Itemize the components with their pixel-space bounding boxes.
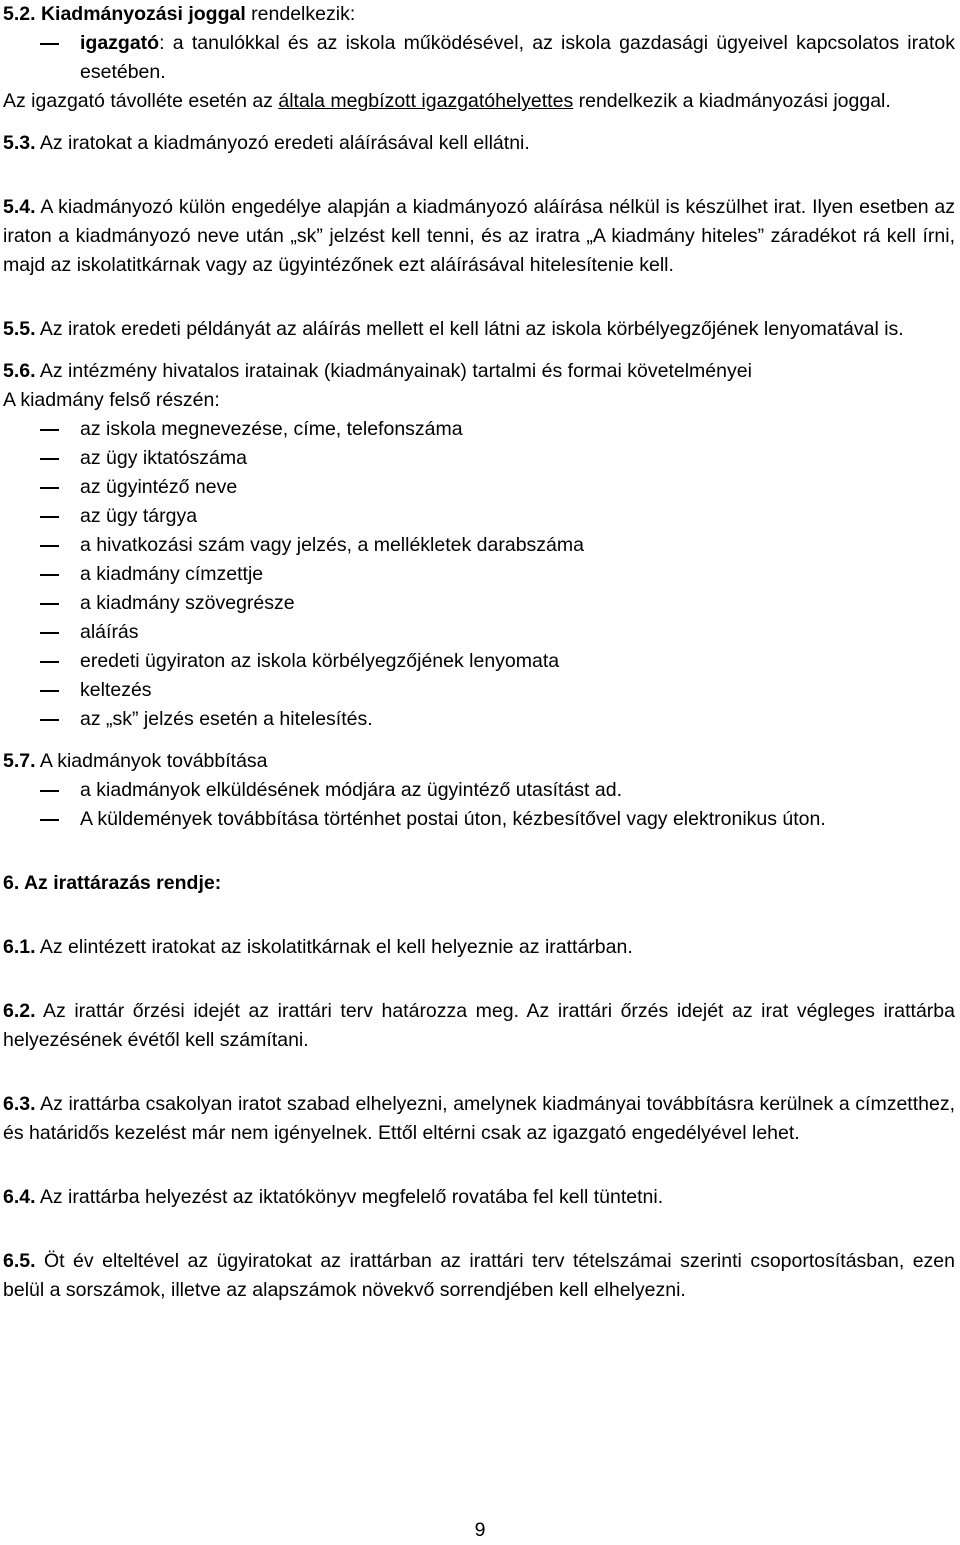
dash-bullet-icon — [40, 574, 59, 576]
section-6-3 — [3, 1090, 955, 1148]
list-item — [3, 560, 955, 589]
list-item-text: : a tanulókkal és az iskola működésével, az iskola gazdasági ügyeivel kapcsolatos iratok esetében. — [80, 32, 955, 83]
section-6-5 — [3, 1247, 955, 1305]
section-6-4 — [3, 1183, 955, 1212]
section-number: 5.5. — [3, 318, 36, 340]
list-item — [3, 589, 955, 618]
chapter-6-heading — [3, 869, 955, 898]
list-item-text: a kiadmány címzettje — [80, 563, 264, 585]
section-text: Az irattárba csakolyan iratot szabad elhelyezni, amelynek kiadmányai továbbításra kerülnek a címzetthez, és határidős kezelést már nem igényelnek. Ettől eltérni csak az igazgató engedélyével lehet. — [3, 1093, 955, 1144]
section-text: Öt év elteltével az ügyiratokat az irattárban az irattári terv tételszámai szerinti csoportosításban, ezen belül a sorszámok, illetve az alapszámok növekvő sorrendjében kell elhelyezni. — [3, 1250, 955, 1301]
section-text: A kiadmányozó külön engedélye alapján a kiadmányozó aláírása nélkül is készülhet irat. Ilyen esetben az iraton a kiadmányozó neve után „sk” jelzést kell tenni, és az iratra „A kiadmány hiteles” záradékot rá kell írni, majd az iskolatitkárnak vagy az ügyintézőnek ezt aláírásával hitelesítenie kell. — [3, 196, 955, 276]
dash-bullet-icon — [40, 661, 59, 663]
list-item — [3, 415, 955, 444]
requirements-list — [3, 415, 955, 734]
paragraph — [3, 87, 955, 116]
section-number: 6.5. — [3, 1250, 36, 1272]
list-item-bold: igazgató — [80, 32, 160, 54]
section-number: 6.3. — [3, 1093, 36, 1115]
underlined-text: általa megbízott igazgatóhelyettes — [278, 90, 574, 112]
section-number: 5.4. — [3, 196, 36, 218]
section-number: 6.1. — [3, 936, 36, 958]
list-item-text: aláírás — [80, 621, 139, 643]
section-intro: A kiadmány felső részén: — [3, 389, 220, 411]
dash-bullet-icon — [40, 819, 59, 821]
section-text: Az iratok eredeti példányát az aláírás mellett el kell látni az iskola körbélyegzőjének lenyomatával is. — [35, 318, 904, 340]
section-title: Kiadmányozási joggal — [40, 3, 246, 25]
section-number: 5.3. — [3, 132, 36, 154]
dash-bullet-icon — [40, 545, 59, 547]
dash-bullet-icon — [40, 719, 59, 721]
section-5-3 — [3, 129, 955, 158]
list-item-text: az iskola megnevezése, címe, telefonszáma — [80, 418, 463, 440]
list-item-text: A küldemények továbbítása történhet postai úton, kézbesítővel vagy elektronikus úton. — [80, 808, 826, 830]
dash-bullet-icon — [40, 790, 59, 792]
section-text: Az iratokat a kiadmányozó eredeti aláírásával kell ellátni. — [35, 132, 530, 154]
list-item — [3, 473, 955, 502]
list-item-text: a hivatkozási szám vagy jelzés, a mellékletek darabszáma — [80, 534, 584, 556]
section-text: Az intézmény hivatalos iratainak (kiadmányainak) tartalmi és formai követelményei — [35, 360, 752, 382]
forwarding-list — [3, 776, 955, 834]
section-5-4 — [3, 193, 955, 280]
list-item — [3, 705, 955, 734]
paragraph-text: rendelkezik a kiadmányozási joggal. — [573, 90, 891, 112]
section-heading-rest: rendelkezik: — [245, 3, 356, 25]
list-item-text: a kiadmányok elküldésének módjára az ügyintéző utasítást ad. — [80, 779, 622, 801]
list-item — [3, 676, 955, 705]
page-number: 9 — [474, 1519, 486, 1541]
dash-bullet-icon — [40, 516, 59, 518]
section-5-6 — [3, 357, 955, 386]
list-item-text: eredeti ügyiraton az iskola körbélyegzőjének lenyomata — [80, 650, 560, 672]
dash-bullet-icon — [40, 43, 59, 45]
list-item — [3, 618, 955, 647]
section-6-1 — [3, 933, 955, 962]
section-number: 5.2. — [3, 3, 36, 25]
section-5-2-heading — [3, 0, 955, 29]
list-item-text: az ügy iktatószáma — [80, 447, 247, 469]
section-5-5 — [3, 315, 955, 344]
section-text: Az irattárba helyezést az iktatókönyv megfelelő rovatába fel kell tüntetni. — [35, 1186, 664, 1208]
list-item — [3, 502, 955, 531]
dash-bullet-icon — [40, 458, 59, 460]
section-number: 6.4. — [3, 1186, 36, 1208]
section-text: Az elintézett iratokat az iskolatitkárnak el kell helyeznie az irattárban. — [35, 936, 633, 958]
paragraph-text: Az igazgató távolléte esetén az — [3, 90, 279, 112]
list-item-text: az ügyintéző neve — [80, 476, 238, 498]
section-number: 5.6. — [3, 360, 36, 382]
dash-bullet-icon — [40, 429, 59, 431]
section-5-7 — [3, 747, 955, 776]
dash-bullet-icon — [40, 603, 59, 605]
list-item — [3, 531, 955, 560]
chapter-title: 6. Az irattárazás rendje: — [3, 872, 222, 894]
section-6-2 — [3, 997, 955, 1055]
dash-bullet-icon — [40, 632, 59, 634]
list-item-text: keltezés — [80, 679, 152, 701]
list-item — [3, 805, 955, 834]
list-item — [3, 776, 955, 805]
list-item — [3, 647, 955, 676]
list-item — [3, 444, 955, 473]
dash-bullet-icon — [40, 690, 59, 692]
list-item-text: a kiadmány szövegrésze — [80, 592, 295, 614]
section-text: Az irattár őrzési idejét az irattári terv határozza meg. Az irattári őrzés idejét az irat végleges irattárba helyezésének évétől kell számítani. — [3, 1000, 955, 1051]
document-page — [3, 0, 955, 1305]
section-number: 6.2. — [3, 1000, 36, 1022]
list-item-text: az „sk” jelzés esetén a hitelesítés. — [80, 708, 373, 730]
section-text: A kiadmányok továbbítása — [35, 750, 268, 772]
section-number: 5.7. — [3, 750, 36, 772]
list-item-text: az ügy tárgya — [80, 505, 198, 527]
dash-bullet-icon — [40, 487, 59, 489]
list-item — [3, 29, 955, 87]
